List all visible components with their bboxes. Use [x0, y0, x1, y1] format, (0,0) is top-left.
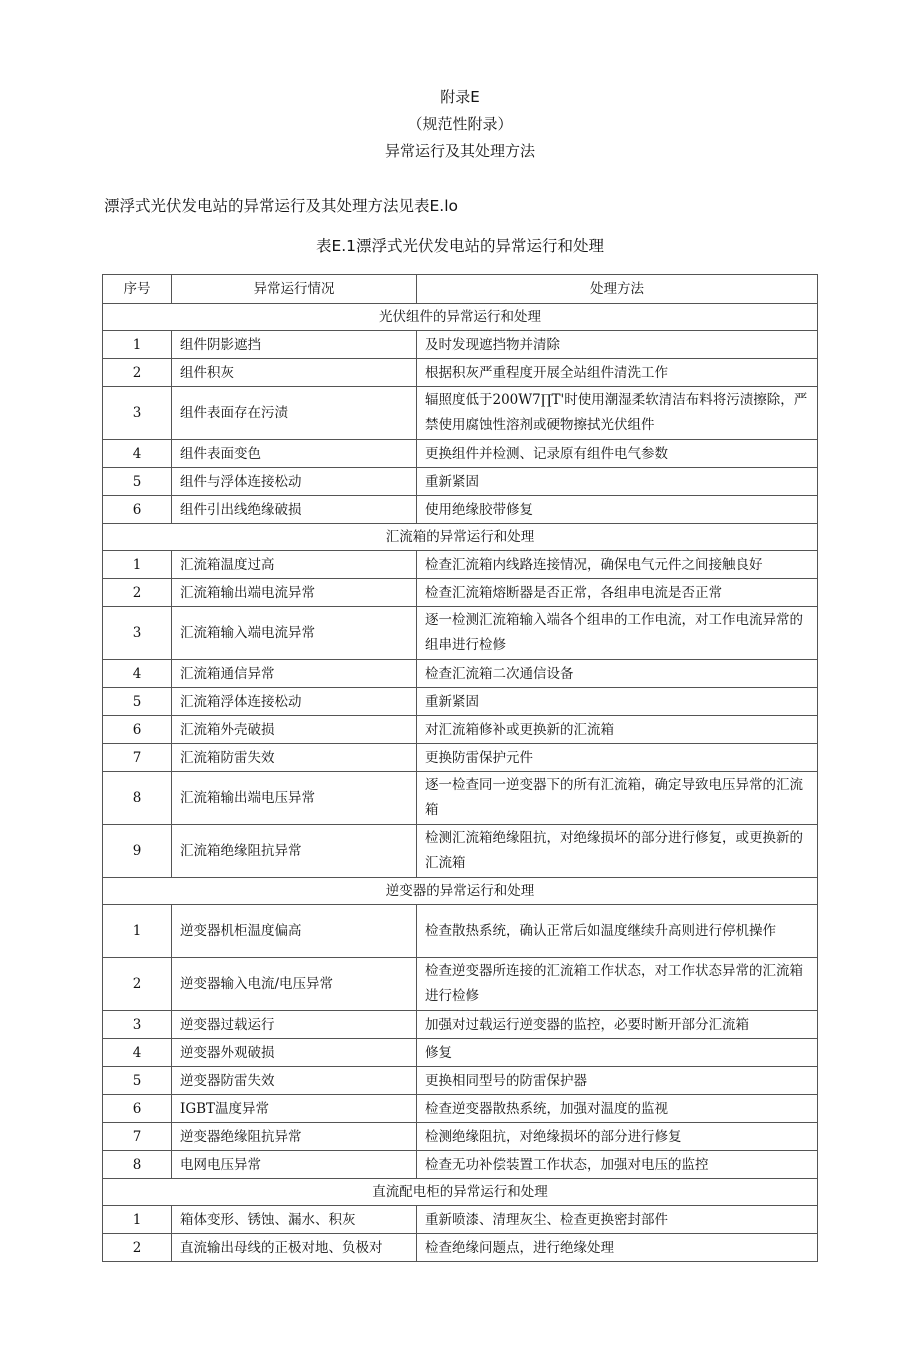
section-row	[103, 304, 818, 331]
cell-no: 2	[103, 579, 172, 607]
table-row	[103, 772, 818, 825]
cell-situation: 组件引出线绝缘破损	[172, 496, 417, 524]
cell-situation: 逆变器机柜温度偏高	[172, 905, 417, 958]
cell-method: 逐一检测汇流箱输入端各个组串的工作电流，对工作电流异常的组串进行检修	[417, 607, 818, 660]
cell-method: 逐一检查同一逆变器下的所有汇流箱，确定导致电压异常的汇流箱	[417, 772, 818, 825]
cell-situation: 组件与浮体连接松动	[172, 468, 417, 496]
cell-no: 1	[103, 331, 172, 359]
table-row	[103, 660, 818, 688]
section-row	[103, 1179, 818, 1206]
cell-method: 辐照度低于200W7∏T'时使用潮湿柔软清洁布料将污渍擦除，严禁使用腐蚀性溶剂或硬物擦拭光伏组件	[417, 387, 818, 440]
cell-situation: 汇流箱输出端电压异常	[172, 772, 417, 825]
cell-no: 1	[103, 551, 172, 579]
cell-no: 6	[103, 1095, 172, 1123]
table-row	[103, 1095, 818, 1123]
cell-situation: 直流输出母线的正极对地、负极对	[172, 1234, 417, 1262]
cell-no: 7	[103, 1123, 172, 1151]
table-row	[103, 440, 818, 468]
cell-method: 检测汇流箱绝缘阻抗，对绝缘损坏的部分进行修复，或更换新的汇流箱	[417, 825, 818, 878]
cell-method: 根据积灰严重程度开展全站组件清洗工作	[417, 359, 818, 387]
intro-paragraph: 漂浮式光伏发电站的异常运行及其处理方法见表E.lo	[104, 197, 459, 215]
cell-situation: 组件表面存在污渍	[172, 387, 417, 440]
table-row	[103, 468, 818, 496]
cell-situation: 逆变器绝缘阻抗异常	[172, 1123, 417, 1151]
cell-method: 修复	[417, 1039, 818, 1067]
cell-no: 1	[103, 905, 172, 958]
cell-no: 5	[103, 1067, 172, 1095]
cell-method: 重新紧固	[417, 468, 818, 496]
cell-method: 加强对过载运行逆变器的监控，必要时断开部分汇流箱	[417, 1011, 818, 1039]
cell-no: 2	[103, 1234, 172, 1262]
cell-situation: 逆变器外观破损	[172, 1039, 417, 1067]
cell-no: 9	[103, 825, 172, 878]
appendix-subject: 异常运行及其处理方法	[384, 142, 535, 160]
section-row	[103, 524, 818, 551]
cell-method: 更换防雷保护元件	[417, 744, 818, 772]
cell-no: 1	[103, 1206, 172, 1234]
cell-no: 8	[103, 772, 172, 825]
cell-no: 3	[103, 387, 172, 440]
table-caption: 表E.1漂浮式光伏发电站的异常运行和处理	[315, 237, 605, 255]
cell-no: 3	[103, 607, 172, 660]
cell-method: 及时发现遮挡物并清除	[417, 331, 818, 359]
section-row	[103, 878, 818, 905]
cell-situation: 汇流箱绝缘阻抗异常	[172, 825, 417, 878]
table-row	[103, 1151, 818, 1179]
table-row	[103, 1123, 818, 1151]
cell-situation: 汇流箱输出端电流异常	[172, 579, 417, 607]
cell-method: 检查无功补偿装置工作状态，加强对电压的监控	[417, 1151, 818, 1179]
table-row	[103, 688, 818, 716]
cell-situation: 汇流箱防雷失效	[172, 744, 417, 772]
cell-no: 8	[103, 1151, 172, 1179]
cell-situation: 组件阴影遮挡	[172, 331, 417, 359]
cell-method: 检查汇流箱熔断器是否正常，各组串电流是否正常	[417, 579, 818, 607]
cell-method: 重新紧固	[417, 688, 818, 716]
cell-situation: 逆变器过载运行	[172, 1011, 417, 1039]
table-row	[103, 1234, 818, 1262]
table-row	[103, 496, 818, 524]
cell-situation: 汇流箱浮体连接松动	[172, 688, 417, 716]
appendix-title: 附录E	[440, 88, 480, 106]
table-row	[103, 1011, 818, 1039]
cell-situation: 电网电压异常	[172, 1151, 417, 1179]
cell-situation: 汇流箱输入端电流异常	[172, 607, 417, 660]
cell-situation: 逆变器防雷失效	[172, 1067, 417, 1095]
table-row	[103, 579, 818, 607]
header-method: 处理方法	[417, 275, 818, 304]
table-row	[103, 716, 818, 744]
cell-no: 5	[103, 468, 172, 496]
cell-method: 检查散热系统，确认正常后如温度继续升高则进行停机操作	[417, 905, 818, 958]
cell-method: 更换相同型号的防雷保护器	[417, 1067, 818, 1095]
section-title: 汇流箱的异常运行和处理	[103, 524, 818, 551]
cell-situation: IGBT温度异常	[172, 1095, 417, 1123]
cell-no: 6	[103, 496, 172, 524]
appendix-type: （规范性附录）	[407, 115, 513, 133]
cell-method: 检查绝缘问题点，进行绝缘处理	[417, 1234, 818, 1262]
header-no: 序号	[103, 275, 172, 304]
table-row	[103, 551, 818, 579]
cell-no: 2	[103, 958, 172, 1011]
table-row	[103, 744, 818, 772]
cell-situation: 汇流箱通信异常	[172, 660, 417, 688]
cell-method: 检测绝缘阻抗，对绝缘损坏的部分进行修复	[417, 1123, 818, 1151]
cell-no: 4	[103, 440, 172, 468]
cell-method: 更换组件并检测、记录原有组件电气参数	[417, 440, 818, 468]
table-row	[103, 607, 818, 660]
table-row	[103, 1067, 818, 1095]
section-title: 光伏组件的异常运行和处理	[103, 304, 818, 331]
cell-method: 对汇流箱修补或更换新的汇流箱	[417, 716, 818, 744]
cell-no: 7	[103, 744, 172, 772]
section-title: 直流配电柜的异常运行和处理	[103, 1179, 818, 1206]
header-situation: 异常运行情况	[172, 275, 417, 304]
cell-no: 4	[103, 660, 172, 688]
cell-no: 5	[103, 688, 172, 716]
cell-situation: 汇流箱外壳破损	[172, 716, 417, 744]
table-body	[103, 304, 818, 1262]
cell-no: 4	[103, 1039, 172, 1067]
cell-no: 2	[103, 359, 172, 387]
cell-no: 3	[103, 1011, 172, 1039]
cell-situation: 箱体变形、锈蚀、漏水、积灰	[172, 1206, 417, 1234]
abnormal-operation-table	[102, 274, 818, 1262]
table-row	[103, 1206, 818, 1234]
cell-method: 检查汇流箱内线路连接情况，确保电气元件之间接触良好	[417, 551, 818, 579]
cell-no: 6	[103, 716, 172, 744]
table-header-row	[103, 275, 818, 304]
table-row	[103, 359, 818, 387]
table-row	[103, 387, 818, 440]
cell-situation: 组件积灰	[172, 359, 417, 387]
cell-situation: 汇流箱温度过高	[172, 551, 417, 579]
table-row	[103, 958, 818, 1011]
table-row	[103, 1039, 818, 1067]
table-row	[103, 331, 818, 359]
table-row	[103, 825, 818, 878]
table-row	[103, 905, 818, 958]
section-title: 逆变器的异常运行和处理	[103, 878, 818, 905]
cell-method: 使用绝缘胶带修复	[417, 496, 818, 524]
cell-method: 检查逆变器所连接的汇流箱工作状态，对工作状态异常的汇流箱进行检修	[417, 958, 818, 1011]
cell-situation: 组件表面变色	[172, 440, 417, 468]
cell-method: 检查汇流箱二次通信设备	[417, 660, 818, 688]
cell-situation: 逆变器输入电流/电压异常	[172, 958, 417, 1011]
cell-method: 重新喷漆、清理灰尘、检查更换密封部件	[417, 1206, 818, 1234]
cell-method: 检查逆变器散热系统，加强对温度的监视	[417, 1095, 818, 1123]
